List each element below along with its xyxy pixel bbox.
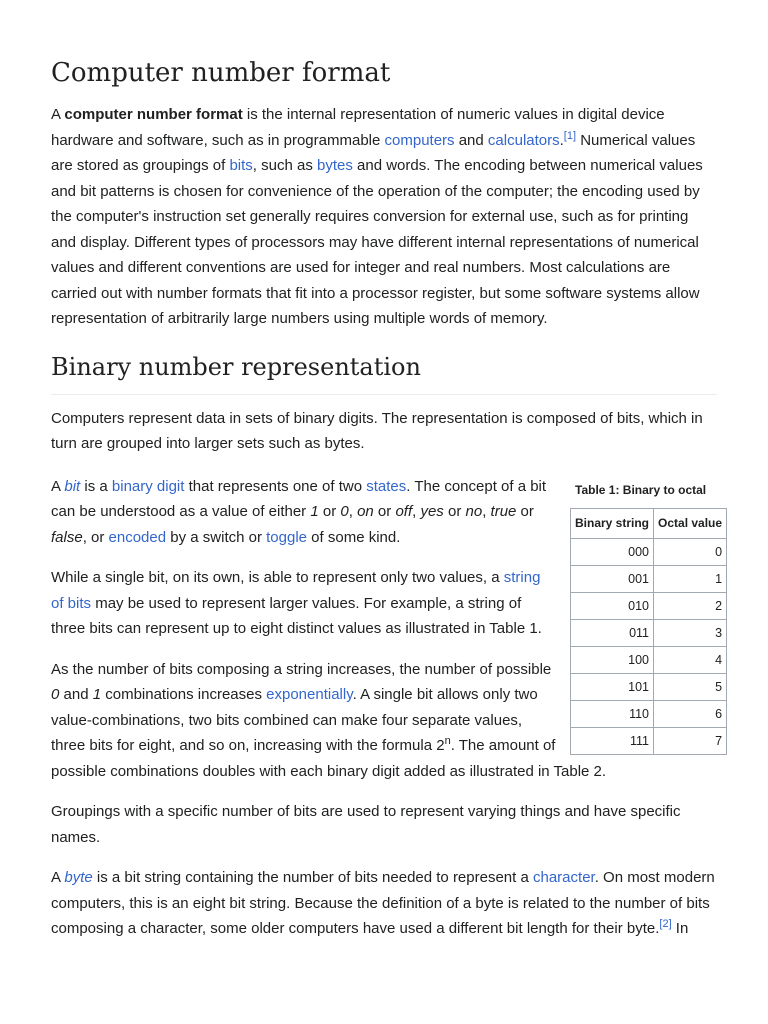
bold-term: computer number format [64,106,243,123]
table-row [571,565,727,592]
link-encoded[interactable]: encoded [108,528,167,546]
link-calculators[interactable]: calculators [487,131,560,149]
table-cell: 000 [571,538,654,565]
table-row [571,700,727,727]
binary-octal-table [570,508,727,755]
table-cell: 101 [571,673,654,700]
table-row [571,673,727,700]
table-row [571,619,727,646]
reference-1[interactable]: [1] [563,129,577,142]
link-string-of-bits[interactable]: string of bits [51,569,541,612]
section-paragraph-1: Computers represent data in sets of binary digits. The representation is composed of bits, which in turn are grouped into larger sets such as bytes. [51,409,703,452]
link-binary-digit[interactable]: binary digit [111,477,185,495]
groupings-paragraph: Groupings with a specific number of bits are used to represent varying things and have specific names. [51,803,681,846]
table-header: Binary string [571,508,654,538]
table-cell: 011 [571,619,654,646]
reference-2[interactable]: [2] [659,918,672,930]
table-header: Octal value [654,508,727,538]
table-row [571,727,727,754]
link-computers[interactable]: computers [384,131,455,149]
table-caption: Table 1: Binary to octal [575,482,707,497]
table-cell: 110 [571,700,654,727]
table-row [571,646,727,673]
table-cell: 4 [654,646,727,673]
intro-paragraph: A computer number format is the internal representation of numeric values in digital device hardware and software, such as in programmable computers and calculators.[1] Numerical values are stored as groupings of bits, such as bytes and words. The encoding between numerical values and bit patterns is chosen for convenience of the operation of the computer; the encoding used by the computer's instruction set generally requires conversion for external use, such as for printing and display. Different types of processors may have different internal representations of numerical values and different conventions are used for integer and real numbers. Most calculations are carried out with number formats that fit into a processor register, but some software systems allow representation of arbitrarily large numbers using multiple words of memory. [51,106,703,327]
table-cell: 7 [654,727,727,754]
table-cell: 0 [654,538,727,565]
byte-paragraph: A byte is a bit string containing the number of bits needed to represent a character. On most modern computers, this is an eight bit string. Because the definition of a byte is related to the number of bits composing a character, some older computers have used a different bit length for their byte.[2] In [51,869,715,937]
table-cell: 010 [571,592,654,619]
link-toggle[interactable]: toggle [266,528,308,546]
table-row [571,592,727,619]
table-cell: 111 [571,727,654,754]
link-character[interactable]: character [533,869,595,886]
exponential-paragraph: As the number of bits composing a string increases, the number of possible 0 and 1 combinations increases exponentially. A single bit allows only two value-combinations, two bits combined can make four separate values, three bits for eight, and so on, increasing with the formula 2$^n$. The amount of possible combinations doubles with each binary digit added as illustrated in Table 2. [51,660,607,780]
table-header-row [571,508,727,538]
link-states[interactable]: states [366,477,407,495]
binary-octal-table-container [570,482,723,755]
table-cell: 6 [654,700,727,727]
table-cell: 1 [654,565,727,592]
link-bits[interactable]: bits [229,157,253,174]
page-title: Computer number format [51,58,391,88]
table-row [571,538,727,565]
table-cell: 100 [571,646,654,673]
link-exponentially[interactable]: exponentially [266,686,353,703]
link-bit[interactable]: bit [64,477,81,495]
bit-paragraph: A bit is a binary digit that represents one of two states. The concept of a bit can be understood as a value of either 1 or 0, on or off, yes or no, true or false, or encoded by a switch or toggle of some kind. [51,477,547,546]
table-cell: 5 [654,673,727,700]
section-body [51,472,723,942]
table-cell: 001 [571,565,654,592]
string-of-bits-paragraph: While a single bit, on its own, is able to represent only two values, a string of bits may be used to represent larger values. For example, a string of three bits can represent up to eight distinct values as illustrated in Table 1. [51,569,542,637]
table-cell: 3 [654,619,727,646]
link-byte[interactable]: byte [64,869,93,886]
link-bytes[interactable]: bytes [317,157,353,174]
section-heading: Binary number representation [51,352,717,395]
table-cell: 2 [654,592,727,619]
